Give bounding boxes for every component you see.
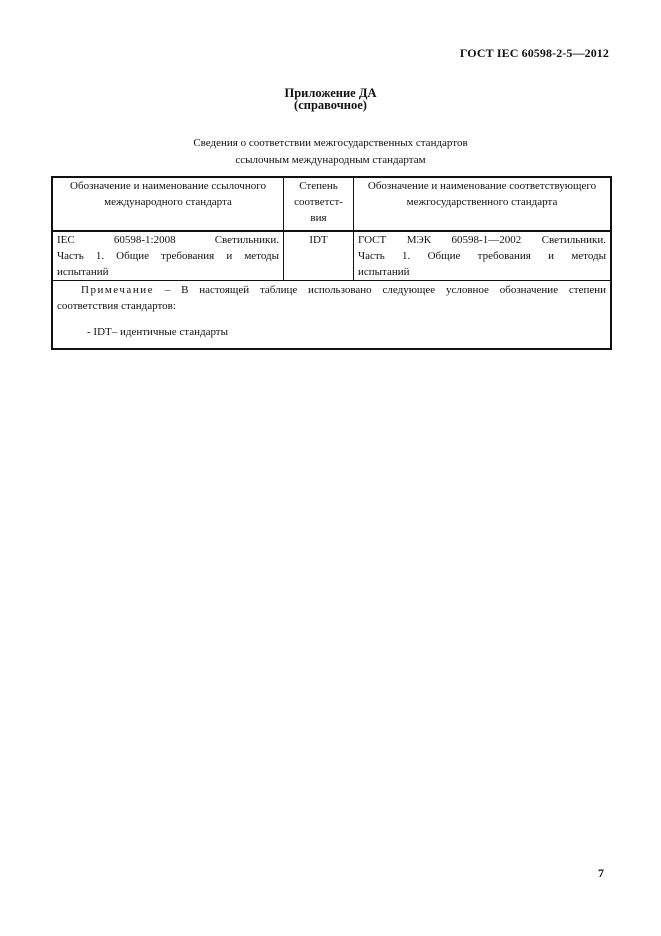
ref-line-2: Часть 1. Общие требования и методы — [57, 250, 279, 262]
note-line-1 — [57, 282, 606, 298]
header-degree-line-1: Степень — [299, 180, 338, 192]
note-label: Примечание — [81, 284, 154, 296]
cell-national-standard — [354, 231, 612, 281]
header-degree — [284, 177, 354, 231]
annex-title: Приложение ДА — [284, 86, 377, 100]
correspondence-table — [51, 176, 612, 350]
ref-line-1: IEC 60598-1:2008 Светильники. — [57, 234, 279, 246]
cell-degree: IDT — [284, 231, 354, 281]
header-degree-line-2: соответст- — [294, 196, 343, 208]
table-row — [52, 231, 611, 281]
annex-subtitle: (справочное) — [294, 98, 367, 112]
header-reference-standard: Обозначение и наименование ссылочного международного стандарта — [52, 177, 284, 231]
ref-line-3: испытаний — [57, 266, 109, 278]
table-header-row — [52, 177, 611, 231]
header-degree-line-3: вия — [310, 212, 327, 224]
nat-line-2: Часть 1. Общие требования и методы — [358, 250, 606, 262]
table-note-row — [52, 281, 611, 350]
header-national-standard: Обозначение и наименование соответствующего межгосударственного стандарта — [354, 177, 612, 231]
note-text: – В настоящей таблице использовано следующее условное обозначение степени — [153, 284, 606, 296]
caption-line-1: Сведения о соответствии межгосударственных стандартов — [193, 137, 468, 149]
cell-reference-standard — [52, 231, 284, 281]
note-cell — [52, 281, 611, 350]
annex-heading — [0, 87, 661, 111]
page-number: 7 — [598, 866, 604, 880]
note-list-item: - IDT– идентичные стандарты — [87, 326, 229, 338]
nat-line-1: ГОСТ МЭК 60598-1—2002 Светильники. — [358, 234, 606, 246]
document-code: ГОСТ IEC 60598-2-5—2012 — [459, 46, 609, 60]
nat-line-3: испытаний — [358, 266, 410, 278]
table-caption — [0, 135, 661, 169]
note-line-2: соответствия стандартов: — [57, 300, 176, 312]
caption-line-2: ссылочным международным стандартам — [235, 154, 426, 166]
